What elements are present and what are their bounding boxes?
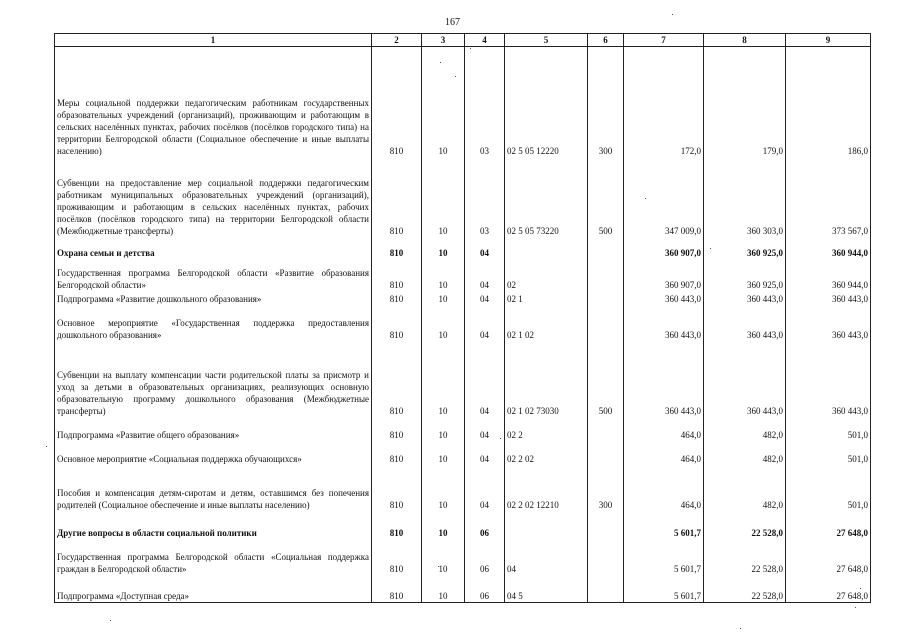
row-amount-col9: 360 944,0 xyxy=(786,259,871,291)
row-section: 10 xyxy=(422,237,465,259)
row-amount-col7: 464,0 xyxy=(624,441,704,465)
row-amount-col7: 5 601,7 xyxy=(624,539,704,575)
row-subsection: 03 xyxy=(465,47,505,157)
row-expense-type xyxy=(588,291,624,305)
row-amount-col8: 360 443,0 xyxy=(704,291,786,305)
header-col-3: 3 xyxy=(422,34,465,47)
row-name: Основное мероприятие «Социальная поддержка обучающихся» xyxy=(55,441,372,465)
row-subsection: 04 xyxy=(465,417,505,441)
header-row xyxy=(55,34,871,47)
row-amount-col9: 501,0 xyxy=(786,465,871,511)
row-ministry-code: 810 xyxy=(372,441,422,465)
row-subsection: 04 xyxy=(465,291,505,305)
row-amount-col8: 22 528,0 xyxy=(704,539,786,575)
row-amount-col9: 27 648,0 xyxy=(786,539,871,575)
scan-speck xyxy=(855,607,856,608)
table-row xyxy=(55,511,871,539)
header-col-2: 2 xyxy=(372,34,422,47)
row-amount-col7: 172,0 xyxy=(624,47,704,157)
row-ministry-code: 810 xyxy=(372,417,422,441)
row-amount-col9: 373 567,0 xyxy=(786,157,871,237)
row-target-article: 02 2 02 12210 xyxy=(505,465,588,511)
row-amount-col7: 347 009,0 xyxy=(624,157,704,237)
row-subsection: 03 xyxy=(465,157,505,237)
row-subsection: 04 xyxy=(465,465,505,511)
table-body xyxy=(55,47,871,603)
header-col-5: 5 xyxy=(505,34,588,47)
table-row xyxy=(55,305,871,341)
row-amount-col9: 360 443,0 xyxy=(786,305,871,341)
row-section: 10 xyxy=(422,511,465,539)
row-name: Меры социальной поддержки педагогическим работникам государственных образовательных учреждений (организаций), проживающим и работающим в сельских населённых пунктах, рабочих посёлков (посёлков городского типа) на территории Белгородской области (Социальное обеспечение и иные выплаты населению) xyxy=(55,47,372,157)
row-amount-col7: 360 907,0 xyxy=(624,259,704,291)
header-col-7: 7 xyxy=(624,34,704,47)
row-ministry-code: 810 xyxy=(372,575,422,603)
row-name: Государственная программа Белгородской области «Развитие образования Белгородской области» xyxy=(55,259,372,291)
row-amount-col7: 360 443,0 xyxy=(624,291,704,305)
row-expense-type xyxy=(588,417,624,441)
row-section: 10 xyxy=(422,259,465,291)
row-name: Подпрограмма «Развитие общего образования» xyxy=(55,417,372,441)
scan-speck xyxy=(440,62,441,63)
row-amount-col7: 360 443,0 xyxy=(624,305,704,341)
row-amount-col7: 464,0 xyxy=(624,465,704,511)
scan-speck xyxy=(710,248,711,249)
row-amount-col9: 360 944,0 xyxy=(786,237,871,259)
row-expense-type: 500 xyxy=(588,157,624,237)
row-amount-col9: 186,0 xyxy=(786,47,871,157)
row-expense-type xyxy=(588,441,624,465)
row-amount-col8: 360 303,0 xyxy=(704,157,786,237)
row-name: Субвенции на выплату компенсации части родительской платы за присмотр и уход за детьми в образовательных организациях, реализующих основную образовательную программу дошкольного образования (Межбюджетные трансферты) xyxy=(55,341,372,417)
table-row xyxy=(55,417,871,441)
row-expense-type xyxy=(588,511,624,539)
row-section: 10 xyxy=(422,465,465,511)
table-row xyxy=(55,341,871,417)
row-amount-col7: 5 601,7 xyxy=(624,511,704,539)
row-target-article: 02 xyxy=(505,259,588,291)
row-amount-col8: 360 925,0 xyxy=(704,259,786,291)
row-expense-type: 300 xyxy=(588,465,624,511)
row-expense-type xyxy=(588,575,624,603)
table-row xyxy=(55,291,871,305)
table-row xyxy=(55,259,871,291)
table-header xyxy=(55,34,871,47)
table-row xyxy=(55,465,871,511)
row-amount-col9: 27 648,0 xyxy=(786,575,871,603)
row-name: Подпрограмма «Доступная среда» xyxy=(55,575,372,603)
header-col-8: 8 xyxy=(704,34,786,47)
row-amount-col7: 5 601,7 xyxy=(624,575,704,603)
row-target-article xyxy=(505,237,588,259)
scan-speck xyxy=(740,628,741,629)
row-amount-col9: 27 648,0 xyxy=(786,511,871,539)
row-expense-type xyxy=(588,305,624,341)
row-expense-type xyxy=(588,237,624,259)
row-subsection: 06 xyxy=(465,539,505,575)
row-target-article: 04 5 xyxy=(505,575,588,603)
row-target-article: 02 2 xyxy=(505,417,588,441)
row-section: 10 xyxy=(422,575,465,603)
table-row xyxy=(55,441,871,465)
row-ministry-code: 810 xyxy=(372,305,422,341)
row-target-article: 02 5 05 73220 xyxy=(505,157,588,237)
row-ministry-code: 810 xyxy=(372,465,422,511)
row-subsection: 04 xyxy=(465,237,505,259)
row-amount-col8: 482,0 xyxy=(704,465,786,511)
row-expense-type: 300 xyxy=(588,47,624,157)
row-name: Государственная программа Белгородской области «Социальная поддержка граждан в Белгородской области» xyxy=(55,539,372,575)
row-section: 10 xyxy=(422,157,465,237)
row-name: Основное мероприятие «Государственная поддержка предоставления дошкольного образования» xyxy=(55,305,372,341)
row-amount-col7: 464,0 xyxy=(624,417,704,441)
row-ministry-code: 810 xyxy=(372,259,422,291)
row-amount-col8: 360 443,0 xyxy=(704,341,786,417)
row-ministry-code: 810 xyxy=(372,341,422,417)
row-name: Субвенции на предоставление мер социальной поддержки педагогическим работникам муниципальных образовательных учреждений (организаций), проживающим и работающим в сельских населённых пунктах, рабочих посёлков (посёлков городского типа) на территории Белгородской области (Межбюджетные трансферты) xyxy=(55,157,372,237)
row-section: 10 xyxy=(422,341,465,417)
row-target-article: 04 xyxy=(505,539,588,575)
row-section: 10 xyxy=(422,305,465,341)
row-subsection: 06 xyxy=(465,575,505,603)
header-col-4: 4 xyxy=(465,34,505,47)
scan-speck xyxy=(110,620,111,621)
row-amount-col9: 501,0 xyxy=(786,441,871,465)
row-ministry-code: 810 xyxy=(372,47,422,157)
budget-table xyxy=(54,33,871,603)
row-name: Другие вопросы в области социальной политики xyxy=(55,511,372,539)
scan-speck xyxy=(500,438,501,439)
row-subsection: 04 xyxy=(465,341,505,417)
row-amount-col8: 482,0 xyxy=(704,417,786,441)
table-row xyxy=(55,575,871,603)
scan-speck xyxy=(860,588,861,589)
row-expense-type xyxy=(588,259,624,291)
row-amount-col7: 360 443,0 xyxy=(624,341,704,417)
scan-speck xyxy=(46,446,47,447)
table-row xyxy=(55,157,871,237)
row-subsection: 04 xyxy=(465,305,505,341)
row-amount-col9: 360 443,0 xyxy=(786,341,871,417)
row-expense-type: 500 xyxy=(588,341,624,417)
row-ministry-code: 810 xyxy=(372,237,422,259)
row-ministry-code: 810 xyxy=(372,157,422,237)
table-row xyxy=(55,539,871,575)
row-amount-col7: 360 907,0 xyxy=(624,237,704,259)
row-target-article: 02 1 xyxy=(505,291,588,305)
row-section: 10 xyxy=(422,441,465,465)
row-subsection: 04 xyxy=(465,441,505,465)
row-target-article: 02 5 05 12220 xyxy=(505,47,588,157)
row-expense-type xyxy=(588,539,624,575)
table-row xyxy=(55,47,871,157)
header-col-1: 1 xyxy=(55,34,372,47)
row-subsection: 04 xyxy=(465,259,505,291)
scan-speck xyxy=(438,566,439,567)
row-ministry-code: 810 xyxy=(372,539,422,575)
row-name: Подпрограмма «Развитие дошкольного образования» xyxy=(55,291,372,305)
row-section: 10 xyxy=(422,539,465,575)
row-target-article xyxy=(505,511,588,539)
row-ministry-code: 810 xyxy=(372,511,422,539)
row-amount-col9: 360 443,0 xyxy=(786,291,871,305)
row-amount-col8: 360 443,0 xyxy=(704,305,786,341)
row-amount-col9: 501,0 xyxy=(786,417,871,441)
header-col-9: 9 xyxy=(786,34,871,47)
row-name: Пособия и компенсация детям-сиротам и детям, оставшимся без попечения родителей (Социальное обеспечение и иные выплаты населению) xyxy=(55,465,372,511)
row-target-article: 02 2 02 xyxy=(505,441,588,465)
row-name: Охрана семьи и детства xyxy=(55,237,372,259)
page-number: 167 xyxy=(445,17,460,28)
row-section: 10 xyxy=(422,417,465,441)
row-target-article: 02 1 02 xyxy=(505,305,588,341)
row-section: 10 xyxy=(422,291,465,305)
scan-speck xyxy=(470,48,471,49)
row-section: 10 xyxy=(422,47,465,157)
row-amount-col8: 22 528,0 xyxy=(704,575,786,603)
row-subsection: 06 xyxy=(465,511,505,539)
row-amount-col8: 360 925,0 xyxy=(704,237,786,259)
row-amount-col8: 482,0 xyxy=(704,441,786,465)
scan-speck xyxy=(672,14,673,15)
scan-speck xyxy=(455,76,456,77)
table-row xyxy=(55,237,871,259)
row-target-article: 02 1 02 73030 xyxy=(505,341,588,417)
row-amount-col8: 22 528,0 xyxy=(704,511,786,539)
header-col-6: 6 xyxy=(588,34,624,47)
scan-speck xyxy=(645,198,646,199)
row-amount-col8: 179,0 xyxy=(704,47,786,157)
row-ministry-code: 810 xyxy=(372,291,422,305)
